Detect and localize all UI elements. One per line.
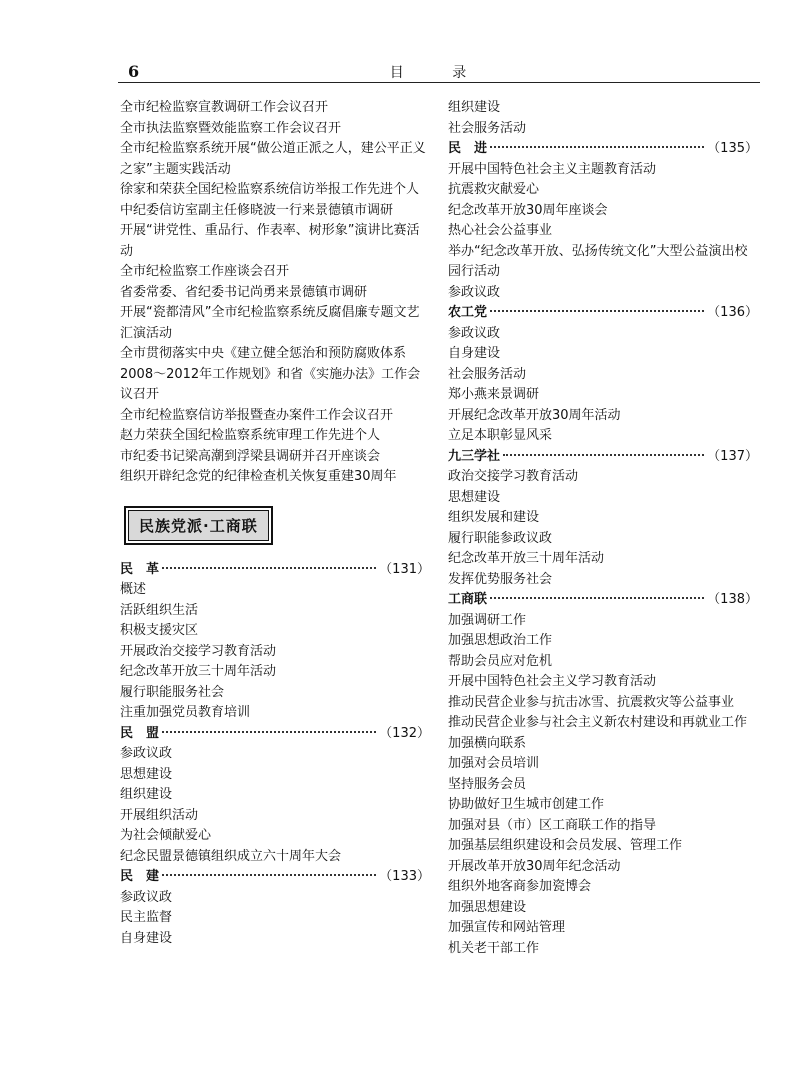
toc-entry[interactable]: 参政议政 xyxy=(120,889,173,905)
toc-entry[interactable]: 加强思想建设 xyxy=(448,899,527,915)
leader-dots xyxy=(162,567,376,569)
org-name: 民 革 xyxy=(120,561,160,577)
org-page-number: （131） xyxy=(379,561,430,577)
org-name: 工商联 xyxy=(448,592,488,607)
toc-entry[interactable]: 全市执法监察暨效能监察工作会议召开 xyxy=(120,120,342,136)
org-section-minjian xyxy=(120,867,430,949)
toc-entry[interactable]: 推动民营企业参与社会主义新农村建设和再就业工作 xyxy=(448,715,748,730)
page-header xyxy=(118,60,760,83)
toc-entry[interactable]: 开展组织活动 xyxy=(120,807,199,823)
org-page-number: （136） xyxy=(707,305,758,320)
org-section-jiusan xyxy=(448,447,758,591)
toc-entry[interactable]: 加强横向联系 xyxy=(448,735,527,751)
toc-entry[interactable]: 帮助会员应对危机 xyxy=(448,653,553,669)
leader-dots xyxy=(162,731,376,733)
org-page-number: （137） xyxy=(707,448,758,464)
toc-entry[interactable]: 开展中国特色社会主义主题教育活动 xyxy=(448,161,657,177)
org-section-minmeng xyxy=(120,724,430,868)
toc-entry[interactable]: 坚持服务会员 xyxy=(448,776,527,792)
toc-entry[interactable]: 履行职能参政议政 xyxy=(448,530,553,546)
toc-entry[interactable]: 开展政治交接学习教育活动 xyxy=(120,643,277,659)
toc-entry[interactable]: 组织开辟纪念党的纪律检查机关恢复重建30周年 xyxy=(120,469,397,484)
toc-entry[interactable]: 纪念民盟景德镇组织成立六十周年大会 xyxy=(120,848,342,864)
org-section-gongshanglian xyxy=(448,590,758,959)
org-page-number: （138） xyxy=(707,592,758,607)
org-name: 九三学社 xyxy=(448,448,501,464)
org-name: 农工党 xyxy=(448,305,488,320)
toc-entry[interactable]: 为社会倾献爱心 xyxy=(120,828,212,843)
page-number: 6 xyxy=(128,62,140,81)
toc-entry[interactable]: 开展改革开放30周年纪念活动 xyxy=(448,858,621,874)
org-heading[interactable] xyxy=(120,867,430,888)
toc-entry[interactable]: 开展纪念改革开放30周年活动 xyxy=(448,407,621,423)
toc-entry[interactable]: 立足本职彰显风采 xyxy=(448,428,553,443)
toc-entry[interactable]: 活跃组织生活 xyxy=(120,602,199,618)
org-heading[interactable] xyxy=(120,560,430,581)
org-heading[interactable] xyxy=(448,590,758,611)
toc-entry[interactable]: 全市贯彻落实中央《建立健全惩治和预防腐败体系2008～2012年工作规划》和省《实施办法》工作会议召开 xyxy=(120,346,421,402)
toc-entry[interactable]: 全市纪检监察工作座谈会召开 xyxy=(120,264,290,279)
toc-entry[interactable]: 社会服务活动 xyxy=(448,366,527,382)
toc-entry[interactable]: 全市纪检监察宣教调研工作会议召开 xyxy=(120,100,329,115)
toc-entry[interactable]: 概述 xyxy=(120,582,147,597)
toc-entry[interactable]: 履行职能服务社会 xyxy=(120,684,225,700)
toc-entry[interactable]: 推动民营企业参与抗击冰雪、抗震救灾等公益事业 xyxy=(448,694,735,710)
toc-entry[interactable]: 全市纪检监察系统开展“做公道正派之人，建公平正义之家”主题实践活动 xyxy=(120,141,426,177)
leader-dots xyxy=(503,454,704,456)
toc-entry[interactable]: 加强基层组织建设和会员发展、管理工作 xyxy=(448,838,683,853)
toc-entry[interactable]: 民主监督 xyxy=(120,910,173,925)
org-heading[interactable] xyxy=(448,303,758,324)
toc-entry[interactable]: 参政议政 xyxy=(120,746,173,761)
org-heading[interactable] xyxy=(448,139,758,160)
toc-entry[interactable]: 抗震救灾献爱心 xyxy=(448,182,540,197)
toc-entry[interactable]: 参政议政 xyxy=(448,284,501,300)
toc-entry[interactable]: 思想建设 xyxy=(448,489,501,505)
right-column xyxy=(448,98,758,959)
org-section-minjin xyxy=(448,139,758,303)
toc-entry[interactable]: 协助做好卫生城市创建工作 xyxy=(448,797,605,812)
org-section-minge xyxy=(120,560,430,724)
left-column xyxy=(120,98,430,949)
toc-entry[interactable]: 组织建设 xyxy=(120,787,173,802)
toc-entry[interactable]: 组织建设 xyxy=(448,100,501,115)
toc-entry[interactable]: 开展“瓷都清风”全市纪检监察系统反腐倡廉专题文艺汇演活动 xyxy=(120,305,420,341)
page-title: 目 录 xyxy=(389,65,489,81)
org-page-number: （133） xyxy=(379,869,430,884)
toc-entry[interactable]: 中纪委信访室副主任修晓波一行来景德镇市调研 xyxy=(120,202,394,218)
toc-entry[interactable]: 组织发展和建设 xyxy=(448,510,540,525)
toc-entry[interactable]: 自身建设 xyxy=(120,930,173,946)
toc-entry[interactable]: 组织外地客商参加瓷博会 xyxy=(448,879,592,894)
toc-entry[interactable]: 开展中国特色社会主义学习教育活动 xyxy=(448,674,657,689)
banner-label: 民族党派·工商联 xyxy=(128,510,269,541)
toc-entry[interactable]: 纪念改革开放三十周年活动 xyxy=(448,551,605,566)
toc-entry[interactable]: 热心社会公益事业 xyxy=(448,223,553,238)
toc-entry[interactable]: 机关老干部工作 xyxy=(448,940,540,956)
toc-entry[interactable]: 纪念改革开放30周年座谈会 xyxy=(448,202,608,218)
left-top-list xyxy=(120,98,430,488)
leader-dots xyxy=(490,597,704,599)
toc-entry[interactable]: 省委常委、省纪委书记尚勇来景德镇市调研 xyxy=(120,284,368,300)
toc-entry[interactable]: 政治交接学习教育活动 xyxy=(448,469,579,484)
org-page-number: （135） xyxy=(707,141,758,156)
toc-entry[interactable]: 参政议政 xyxy=(448,325,501,341)
toc-entry[interactable]: 开展“讲党性、重品行、作表率、树形象”演讲比赛活动 xyxy=(120,223,420,259)
org-name: 民 盟 xyxy=(120,725,160,741)
org-heading[interactable] xyxy=(448,447,758,468)
toc-entry[interactable]: 郑小燕来景调研 xyxy=(448,387,540,402)
toc-entry[interactable]: 加强对会员培训 xyxy=(448,756,540,771)
right-top-list xyxy=(448,98,758,139)
org-heading[interactable] xyxy=(120,724,430,745)
org-name: 民 进 xyxy=(448,141,488,156)
org-page-number: （132） xyxy=(379,725,430,741)
toc-entry[interactable]: 举办“纪念改革开放、弘扬传统文化”大型公益演出校园行活动 xyxy=(448,243,748,279)
toc-entry[interactable]: 加强思想政治工作 xyxy=(448,633,553,648)
toc-entry[interactable]: 自身建设 xyxy=(448,346,501,361)
toc-entry[interactable]: 市纪委书记梁高潮到浮梁县调研并召开座谈会 xyxy=(120,448,381,464)
leader-dots xyxy=(490,146,704,148)
toc-entry[interactable]: 加强宣传和网站管理 xyxy=(448,920,566,935)
toc-entry[interactable]: 纪念改革开放三十周年活动 xyxy=(120,664,277,679)
toc-entry[interactable]: 赵力荣获全国纪检监察系统审理工作先进个人 xyxy=(120,428,381,443)
toc-entry[interactable]: 思想建设 xyxy=(120,766,173,782)
toc-entry[interactable]: 积极支援灾区 xyxy=(120,623,199,638)
toc-entry[interactable]: 加强对县（市）区工商联工作的指导 xyxy=(448,817,657,833)
leader-dots xyxy=(162,874,376,876)
toc-entry[interactable]: 注重加强党员教育培训 xyxy=(120,705,251,720)
toc-entry[interactable]: 加强调研工作 xyxy=(448,612,527,628)
section-banner xyxy=(120,488,430,560)
toc-entry[interactable]: 发挥优势服务社会 xyxy=(448,571,553,587)
toc-entry[interactable]: 徐家和荣获全国纪检监察系统信访举报工作先进个人 xyxy=(120,182,420,197)
org-section-nonggong xyxy=(448,303,758,447)
org-name: 民 建 xyxy=(120,869,160,884)
toc-entry[interactable]: 社会服务活动 xyxy=(448,120,527,136)
leader-dots xyxy=(490,310,704,312)
toc-entry[interactable]: 全市纪检监察信访举报暨查办案件工作会议召开 xyxy=(120,407,394,423)
